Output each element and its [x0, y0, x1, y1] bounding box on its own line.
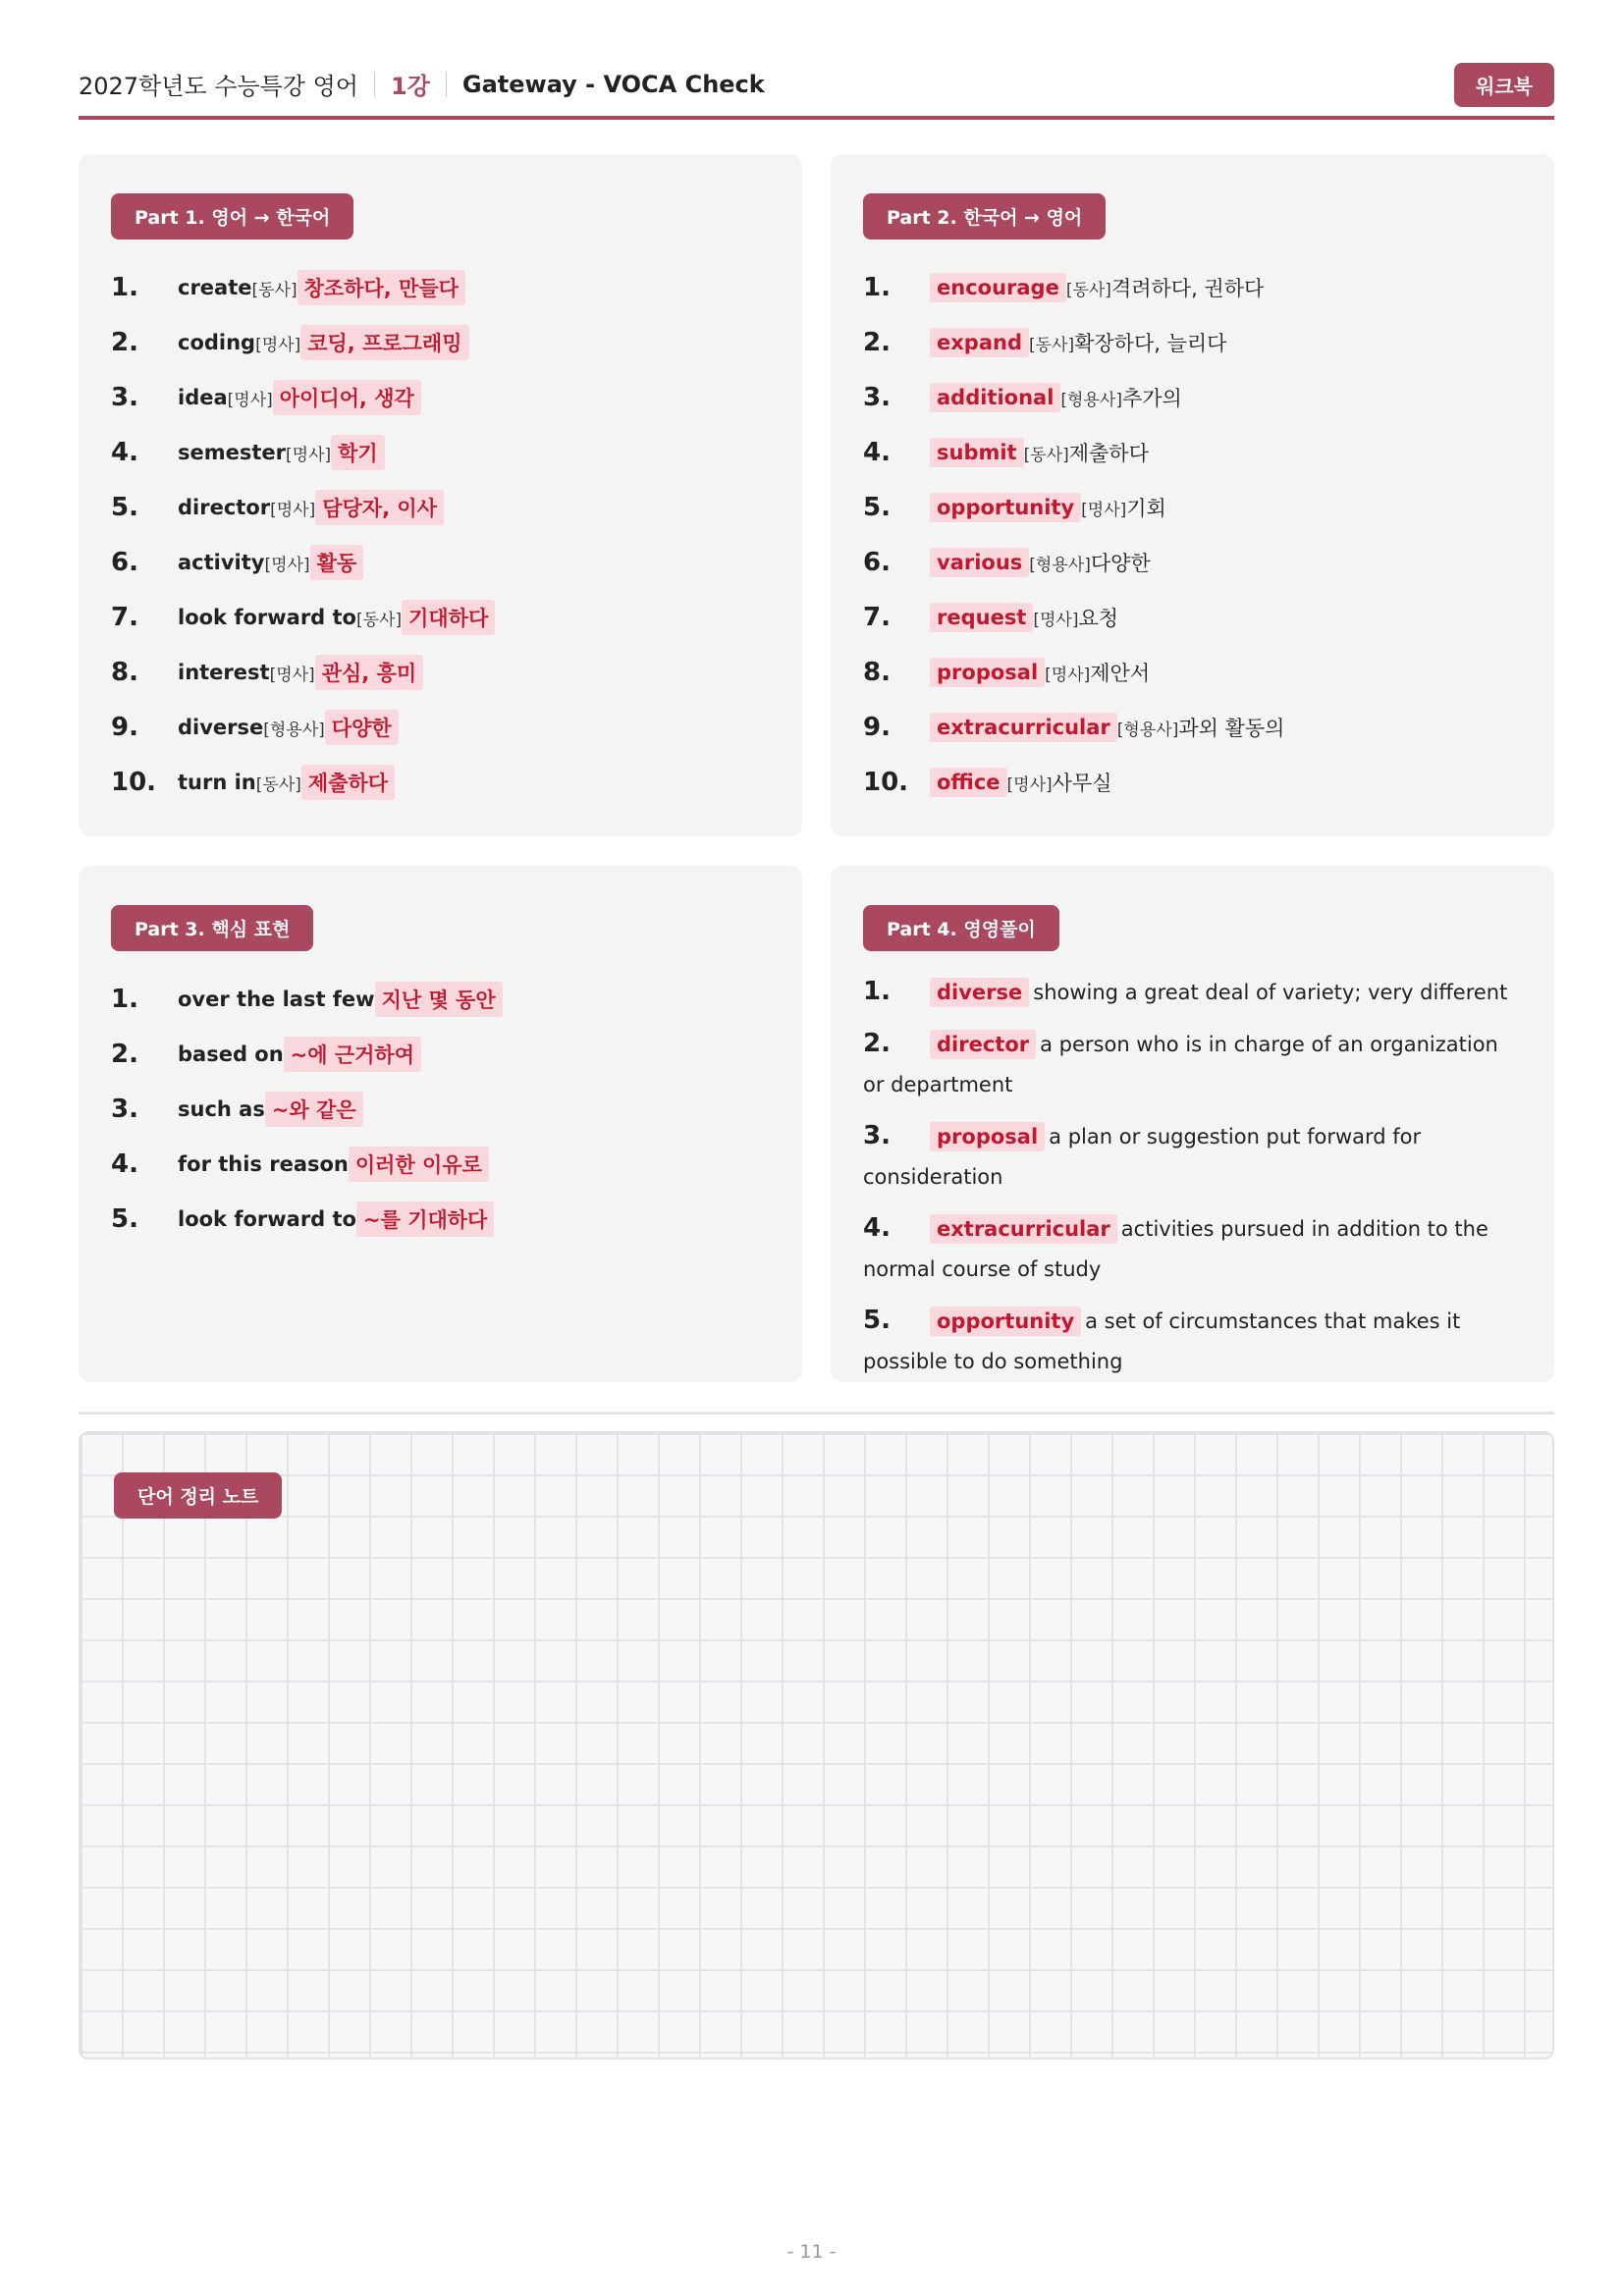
part-of-speech: [명사] — [227, 390, 273, 410]
part4-panel — [831, 866, 1554, 1382]
korean-meaning: 다양한 — [1090, 552, 1151, 575]
key-phrase: such as — [178, 1097, 265, 1121]
vocab-word: director — [178, 496, 271, 519]
breadcrumb — [79, 67, 765, 101]
korean-meaning: 학기 — [331, 435, 385, 470]
part3-label: Part 3. 핵심 표현 — [111, 905, 313, 951]
vocab-word: encourage — [930, 273, 1066, 302]
vocab-word: activity — [178, 551, 265, 574]
item-number: 6. — [111, 548, 138, 577]
part4-label: Part 4. 영영풀이 — [863, 905, 1059, 951]
item-number: 9. — [111, 713, 138, 742]
english-definition: a plan or suggestion put forward for consideration — [863, 1125, 1422, 1189]
item-number: 2. — [111, 328, 138, 357]
workbook-badge: 워크북 — [1454, 63, 1554, 107]
page-number: - 11 - — [786, 2241, 837, 2263]
list-item — [111, 1082, 773, 1137]
breadcrumb-separator — [446, 72, 447, 97]
section-divider — [79, 1412, 1554, 1415]
key-phrase: look forward to — [178, 1207, 356, 1231]
part1-panel — [79, 154, 802, 836]
vocab-word: create — [178, 276, 252, 299]
vocab-word: opportunity — [930, 1307, 1081, 1336]
english-definition: showing a great deal of variety; very different — [1033, 981, 1508, 1004]
key-phrase: based on — [178, 1042, 284, 1066]
korean-meaning: 활동 — [310, 545, 364, 580]
item-number: 2. — [863, 328, 891, 357]
part3-list — [111, 972, 773, 1247]
unit-label: 1강 — [391, 73, 430, 100]
list-item — [863, 590, 1525, 645]
english-definition: a person who is in charge of an organization or department — [863, 1033, 1498, 1096]
part-of-speech: [명사] — [255, 335, 301, 355]
key-phrase: for this reason — [178, 1152, 349, 1176]
korean-meaning: 다양한 — [325, 710, 399, 745]
list-item — [111, 260, 773, 315]
part-of-speech: [형용사] — [1116, 720, 1179, 740]
part2-list — [863, 260, 1525, 810]
part-of-speech: [명사] — [1006, 774, 1053, 795]
part-of-speech: [명사] — [1033, 610, 1079, 630]
vocab-word: office — [930, 768, 1007, 797]
item-number: 2. — [111, 1040, 138, 1069]
item-number: 1. — [111, 985, 138, 1014]
part-of-speech: [형용사] — [1029, 555, 1091, 575]
korean-meaning: 사무실 — [1052, 772, 1112, 795]
korean-meaning: 과외 활동의 — [1178, 717, 1285, 740]
vocab-word: interest — [178, 661, 270, 684]
list-item — [863, 315, 1525, 370]
list-item — [111, 480, 773, 535]
item-number: 3. — [863, 383, 891, 412]
korean-meaning: 코딩, 프로그래밍 — [300, 325, 468, 360]
item-number: 2. — [863, 1029, 891, 1058]
vocab-word: request — [930, 603, 1033, 632]
vocab-word: idea — [178, 386, 228, 409]
korean-meaning: 추가의 — [1121, 387, 1182, 410]
list-item — [863, 972, 1519, 1013]
vocab-word: diverse — [178, 716, 264, 739]
item-number: 3. — [111, 383, 138, 412]
part-of-speech: [형용사] — [263, 720, 325, 740]
list-item — [111, 425, 773, 480]
list-item — [863, 480, 1525, 535]
korean-meaning: 요청 — [1078, 607, 1119, 630]
vocab-word: proposal — [930, 1122, 1045, 1151]
korean-meaning: 관심, 흥미 — [315, 655, 423, 690]
part-of-speech: [명사] — [1081, 500, 1127, 520]
vocab-notes-grid[interactable] — [79, 1431, 1554, 2059]
part2-panel — [831, 154, 1554, 836]
part-of-speech: [동사] — [1023, 445, 1069, 465]
vocab-word: expand — [930, 328, 1029, 357]
part3-panel — [79, 866, 802, 1382]
list-item — [111, 315, 773, 370]
korean-meaning: 아이디어, 생각 — [273, 380, 421, 415]
korean-meaning: ~에 근거하여 — [284, 1037, 421, 1072]
part-of-speech: [동사] — [251, 280, 298, 300]
vocab-word: director — [930, 1030, 1036, 1059]
list-item — [863, 260, 1525, 315]
part-of-speech: [명사] — [270, 500, 316, 520]
korean-meaning: 담당자, 이사 — [315, 490, 444, 525]
page-title: Gateway - VOCA Check — [461, 70, 765, 98]
item-number: 8. — [863, 658, 891, 687]
part-of-speech: [명사] — [1045, 665, 1091, 685]
item-number: 10. — [111, 768, 157, 797]
list-item — [111, 590, 773, 645]
item-number: 8. — [111, 658, 138, 687]
vocab-word: additional — [930, 383, 1060, 412]
item-number: 4. — [863, 438, 891, 467]
korean-meaning: ~와 같은 — [265, 1092, 363, 1127]
list-item — [111, 1027, 773, 1082]
vocab-word: extracurricular — [930, 713, 1117, 742]
item-number: 5. — [111, 493, 138, 522]
list-item — [111, 700, 773, 755]
part1-list — [111, 260, 773, 810]
list-item — [863, 755, 1525, 810]
part-of-speech: [동사] — [356, 610, 403, 630]
item-number: 3. — [111, 1095, 138, 1124]
part1-label: Part 1. 영어 → 한국어 — [111, 193, 353, 240]
part-of-speech: [형용사] — [1060, 390, 1122, 410]
book-title: 2027학년도 수능특강 영어 — [79, 73, 358, 100]
item-number: 4. — [111, 438, 138, 467]
item-number: 3. — [863, 1121, 891, 1150]
vocab-word: opportunity — [930, 493, 1081, 522]
vocab-word: extracurricular — [930, 1214, 1117, 1244]
item-number: 7. — [863, 603, 891, 632]
korean-meaning: 제안서 — [1090, 662, 1151, 685]
vocab-word: coding — [178, 331, 256, 354]
list-item — [111, 1192, 773, 1247]
list-item — [863, 535, 1525, 590]
vocab-word: look forward to — [178, 606, 356, 629]
vocab-word: diverse — [930, 978, 1029, 1007]
part-of-speech: [명사] — [264, 555, 310, 575]
item-number: 4. — [863, 1213, 891, 1243]
list-item — [111, 972, 773, 1027]
part4-list — [863, 972, 1519, 1393]
korean-meaning: 제출하다 — [1068, 442, 1149, 465]
notes-label: 단어 정리 노트 — [114, 1472, 282, 1519]
list-item — [863, 1024, 1519, 1105]
item-number: 5. — [863, 1306, 891, 1335]
page-header — [79, 59, 1554, 120]
vocab-word: turn in — [178, 771, 256, 794]
korean-meaning: ~를 기대하다 — [356, 1201, 494, 1237]
list-item — [111, 1137, 773, 1192]
list-item — [863, 645, 1525, 700]
korean-meaning: 확장하다, 늘리다 — [1074, 332, 1227, 355]
part-of-speech: [동사] — [1028, 335, 1075, 355]
vocab-word: various — [930, 548, 1029, 577]
list-item — [863, 1116, 1519, 1198]
list-item — [111, 535, 773, 590]
korean-meaning: 제출하다 — [301, 765, 395, 800]
item-number: 1. — [111, 273, 138, 302]
item-number: 1. — [863, 977, 891, 1006]
part-of-speech: [명사] — [269, 665, 315, 685]
part-of-speech: [동사] — [1065, 280, 1111, 300]
list-item — [111, 645, 773, 700]
part-of-speech: [명사] — [286, 445, 332, 465]
breadcrumb-separator — [374, 72, 375, 97]
part2-label: Part 2. 한국어 → 영어 — [863, 193, 1106, 240]
vocab-word: semester — [178, 441, 287, 464]
korean-meaning: 창조하다, 만들다 — [298, 270, 465, 305]
english-definition: activities pursued in addition to the normal course of study — [863, 1217, 1488, 1281]
list-item — [863, 1208, 1519, 1290]
vocab-word: proposal — [930, 658, 1045, 687]
item-number: 6. — [863, 548, 891, 577]
part-of-speech: [동사] — [255, 774, 301, 795]
korean-meaning: 기대하다 — [402, 600, 495, 635]
english-definition: a set of circumstances that makes it possible to do something — [863, 1309, 1461, 1373]
item-number: 5. — [863, 493, 891, 522]
item-number: 10. — [863, 768, 909, 797]
vocab-word: submit — [930, 438, 1024, 467]
korean-meaning: 이러한 이유로 — [349, 1147, 489, 1182]
list-item — [111, 370, 773, 425]
korean-meaning: 기회 — [1126, 497, 1166, 520]
item-number: 1. — [863, 273, 891, 302]
item-number: 5. — [111, 1204, 138, 1234]
key-phrase: over the last few — [178, 988, 375, 1011]
list-item — [111, 755, 773, 810]
korean-meaning: 지난 몇 동안 — [375, 982, 503, 1017]
item-number: 4. — [111, 1149, 138, 1179]
list-item — [863, 1301, 1519, 1382]
item-number: 7. — [111, 603, 138, 632]
list-item — [863, 425, 1525, 480]
korean-meaning: 격려하다, 권하다 — [1110, 277, 1265, 300]
list-item — [863, 700, 1525, 755]
list-item — [863, 370, 1525, 425]
item-number: 9. — [863, 713, 891, 742]
